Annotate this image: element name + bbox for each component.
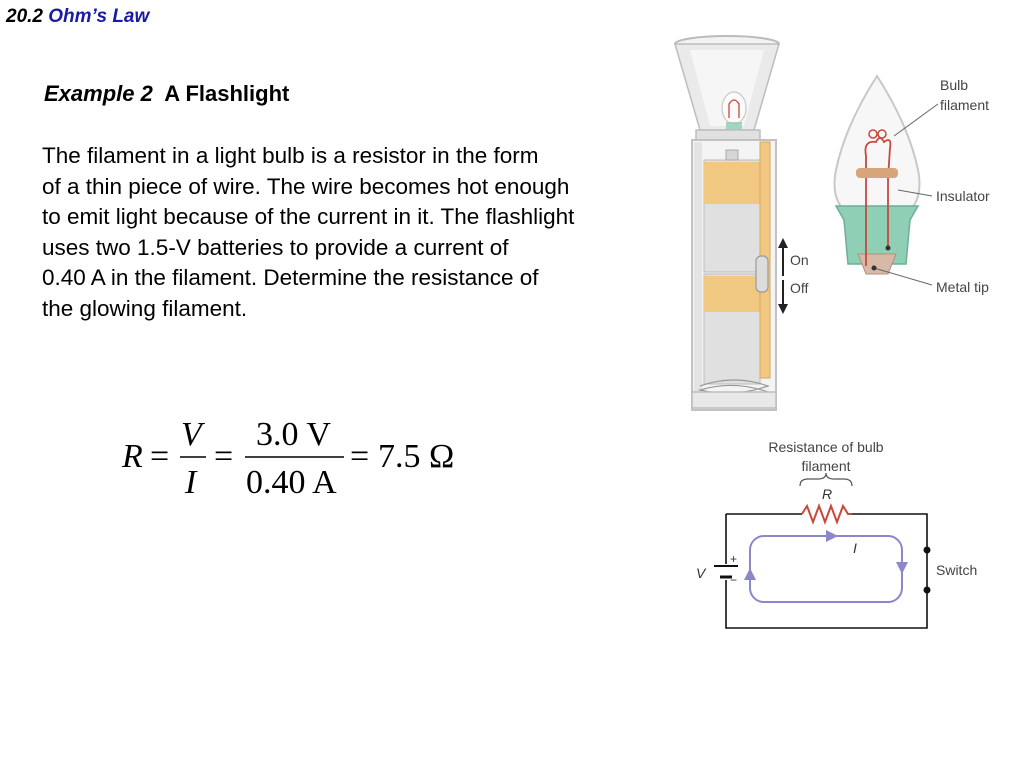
circuit-figure (690, 432, 1010, 637)
leader-metal-tip (874, 268, 932, 285)
base-dot (886, 246, 891, 251)
eq-numerator-1: V (181, 416, 202, 453)
eq-result: 7.5 Ω (378, 438, 455, 475)
text-line: The filament in a light bulb is a resistor in the form (42, 143, 539, 168)
battery-terminal (726, 150, 738, 160)
text-line: uses two 1.5-V batteries to provide a current of (42, 234, 509, 260)
current-arrow (744, 568, 756, 580)
resistance-equation (110, 405, 480, 510)
battery-plus: + (730, 552, 738, 566)
on-label: On (790, 252, 809, 268)
flashlight-figure (670, 30, 1015, 415)
battery-minus: − (730, 573, 738, 587)
text-line: 0.40 A in the filament. Determine the resistance of (42, 265, 539, 291)
example-title (44, 81, 289, 107)
battery-top-label (704, 162, 760, 204)
problem-text (42, 141, 682, 325)
eq-sign-2: = (214, 438, 234, 475)
case-edge-left (694, 142, 702, 408)
voltage-label: V (696, 565, 706, 581)
resistor-symbol-label: R (822, 486, 833, 502)
eq-lhs: R (122, 438, 143, 475)
tip-dot (872, 266, 877, 271)
current-arrow (896, 562, 908, 574)
section-header (6, 6, 149, 28)
slide-switch (756, 256, 768, 292)
on-arrow-head (778, 238, 788, 248)
off-arrow-head (778, 304, 788, 314)
example-name: A Flashlight (164, 81, 290, 106)
text-line: the glowing filament. (42, 295, 248, 321)
eq-sign-1: = (150, 438, 170, 475)
metal-tip-label: Metal tip (936, 279, 989, 295)
bulb-label-1: Bulb (940, 77, 969, 93)
eq-denominator-1: I (185, 464, 197, 501)
resistance-label-2: filament (801, 458, 851, 474)
end-cap (692, 392, 776, 408)
section-title: Ohm’s Law (48, 6, 150, 27)
circuit-wire (726, 580, 927, 628)
switch-label: Switch (936, 562, 978, 578)
eq-sign-3: = (350, 438, 370, 475)
example-label: Example 2 (44, 81, 153, 106)
circuit-wire (852, 514, 927, 548)
battery-bottom-label (704, 276, 760, 312)
brace (800, 473, 852, 486)
eq-numerator-2: 3.0 V (256, 416, 331, 453)
small-bulb (722, 92, 746, 124)
bulb-insulator-disc (856, 168, 898, 178)
insulator-label: Insulator (936, 188, 990, 204)
text-line: of a thin piece of wire. The wire becomes hot enough (42, 173, 570, 199)
current-label: I (853, 540, 857, 556)
current-loop (750, 536, 902, 602)
eq-denominator-2: 0.40 A (246, 464, 337, 501)
off-label: Off (790, 280, 809, 296)
text-line: to emit light because of the current in it. The flashlight (42, 204, 575, 230)
section-number: 20.2 (6, 6, 43, 27)
resistor (802, 506, 852, 522)
bulb-label-2: filament (940, 97, 990, 113)
bulb-glass (835, 76, 920, 214)
current-arrow (826, 530, 838, 542)
bulb-metal-tip (858, 254, 896, 274)
resistance-label-1: Resistance of bulb (768, 439, 884, 455)
